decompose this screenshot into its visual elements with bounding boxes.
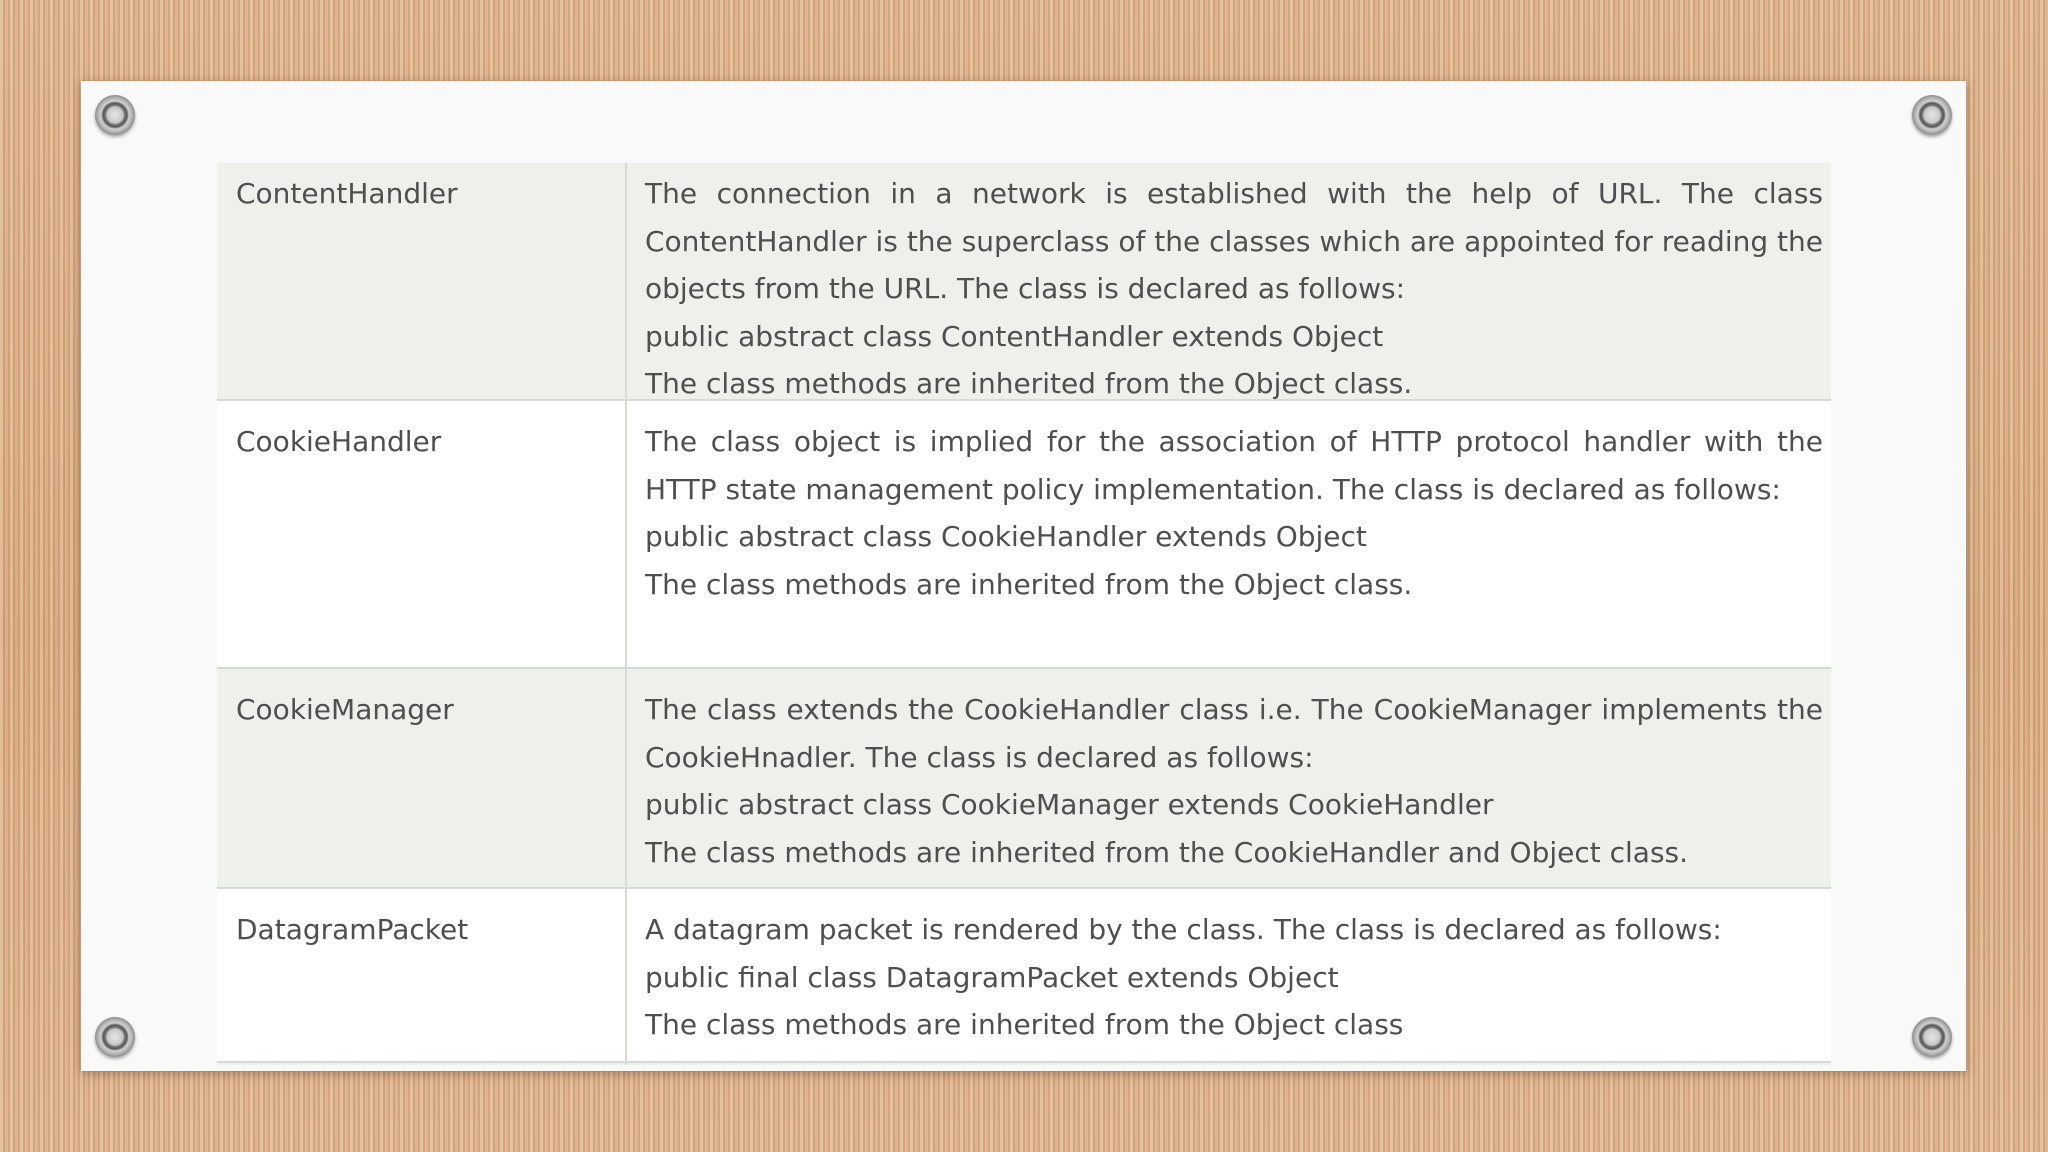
class-name-cell: CookieManager	[217, 669, 627, 887]
declaration-text: public final class DatagramPacket extends Object	[645, 960, 1339, 994]
description-text: A datagram packet is rendered by the class. The class is declared as follows:	[645, 913, 1722, 946]
inheritance-text: The class methods are inherited from the Object class.	[645, 567, 1413, 601]
class-description-cell	[627, 163, 1831, 399]
class-table	[217, 163, 1831, 1065]
rivet-icon	[1912, 1017, 1952, 1057]
table-row-partial	[217, 1063, 1831, 1065]
rivet-icon	[95, 95, 135, 135]
inheritance-text: The class methods are inherited from the CookieHandler and Object class.	[645, 835, 1689, 869]
declaration-text: public abstract class CookieHandler extends Object	[645, 520, 1367, 553]
inheritance-text: The class methods are inherited from the Object class	[645, 1008, 1404, 1041]
slide-panel	[81, 81, 1966, 1071]
class-description-cell	[627, 889, 1831, 1061]
table-row	[217, 163, 1831, 401]
class-name-cell: DatagramPacket	[217, 889, 627, 1061]
description-text: The class object is implied for the association of HTTP protocol handler with the HTTP state management policy implementation. The class is declared as follows:	[645, 425, 1823, 506]
class-name-cell: CookieHandler	[217, 401, 627, 667]
rivet-icon	[95, 1017, 135, 1057]
rivet-icon	[1912, 95, 1952, 135]
description-text: The connection in a network is established with the help of URL. The class ContentHandler is the superclass of the classes which are appointed for reading the objects from the URL. The class is declared as follows:	[645, 177, 1823, 305]
inheritance-text: The class methods are inherited from the Object class.	[645, 367, 1413, 400]
table-row	[217, 669, 1831, 889]
class-description-cell	[627, 1063, 1831, 1065]
table-row	[217, 401, 1831, 669]
description-text: The class extends the CookieHandler class i.e. The CookieManager implements the CookieHnadler. The class is declared as follows:	[645, 693, 1823, 774]
table-row	[217, 889, 1831, 1063]
class-description-cell	[627, 669, 1831, 887]
class-description-cell	[627, 401, 1831, 667]
class-name-cell	[217, 1063, 627, 1065]
declaration-text: public abstract class CookieManager extends CookieHandler	[645, 788, 1494, 821]
class-name-cell: ContentHandler	[217, 163, 627, 399]
declaration-text: public abstract class ContentHandler extends Object	[645, 319, 1384, 353]
